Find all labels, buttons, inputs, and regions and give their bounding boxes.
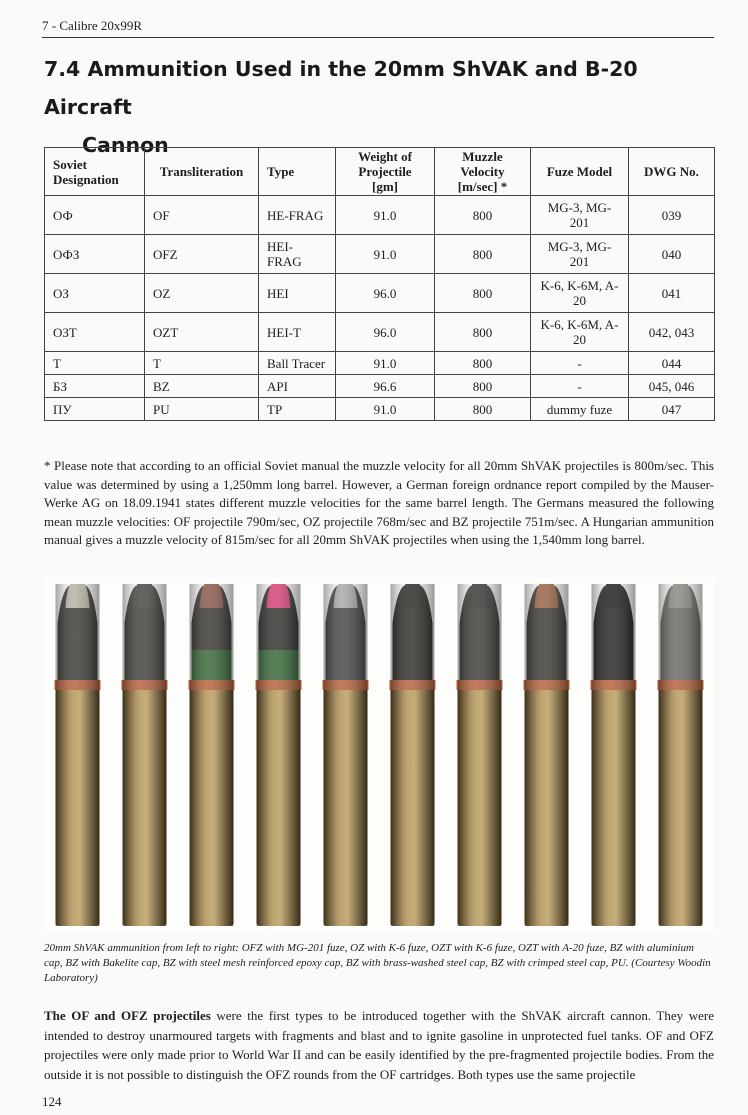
table-row	[45, 196, 715, 235]
table-row	[45, 375, 715, 398]
cartridge	[256, 584, 302, 926]
cell-fuze: MG-3, MG-201	[531, 196, 629, 235]
cell-type: HE-FRAG	[259, 196, 336, 235]
cartridge	[122, 584, 168, 926]
cell-dwg: 047	[629, 398, 715, 421]
ammunition-table	[44, 147, 715, 421]
cartridge	[390, 584, 436, 926]
col-header-dwg: DWG No.	[629, 148, 715, 196]
section-title-line1: 7.4 Ammunition Used in the 20mm ShVAK and B-20 Aircraft	[44, 57, 638, 119]
cell-fuze: -	[531, 352, 629, 375]
body-lead: The OF and OFZ projectiles	[44, 1008, 211, 1023]
cell-type: HEI	[259, 274, 336, 313]
cell-dwg: 042, 043	[629, 313, 715, 352]
cell-weight: 91.0	[336, 196, 435, 235]
photo-caption: 20mm ShVAK ammunition from left to right: OFZ with MG-201 fuze, OZ with K-6 fuze, OZT with K-6 fuze, OZT with A-20 fuze, BZ with aluminium cap, BZ with Bakelite cap, BZ with steel mesh reinforced epoxy cap, BZ with brass-washed steel cap, BZ with crimped steel cap, PU. (Courtesy Woodin Laboratory)	[44, 942, 711, 984]
cell-fuze: dummy fuze	[531, 398, 629, 421]
cartridge	[524, 584, 570, 926]
cell-weight: 91.0	[336, 352, 435, 375]
cell-designation: ОЗТ	[45, 313, 145, 352]
col-header-velocity: Muzzle Velocity [m/sec] *	[435, 148, 531, 196]
cell-translit: OZT	[145, 313, 259, 352]
cell-weight: 96.0	[336, 313, 435, 352]
cell-designation: Т	[45, 352, 145, 375]
cell-designation: ОФ	[45, 196, 145, 235]
cell-translit: PU	[145, 398, 259, 421]
cell-type: HEI-T	[259, 313, 336, 352]
cell-velocity: 800	[435, 196, 531, 235]
cell-type: Ball Tracer	[259, 352, 336, 375]
cell-velocity: 800	[435, 375, 531, 398]
cell-dwg: 045, 046	[629, 375, 715, 398]
cell-fuze: K-6, K-6M, A-20	[531, 274, 629, 313]
cell-fuze: -	[531, 375, 629, 398]
cell-translit: OFZ	[145, 235, 259, 274]
cell-dwg: 044	[629, 352, 715, 375]
running-head: 7 - Calibre 20x99R	[42, 18, 143, 33]
cell-translit: BZ	[145, 375, 259, 398]
cell-translit: T	[145, 352, 259, 375]
cell-weight: 96.0	[336, 274, 435, 313]
cell-velocity: 800	[435, 352, 531, 375]
table-row	[45, 313, 715, 352]
ammunition-photo	[44, 578, 714, 930]
cell-type: TP	[259, 398, 336, 421]
cell-weight: 96.6	[336, 375, 435, 398]
header-rule	[42, 37, 714, 38]
cartridge	[591, 584, 637, 926]
section-title-line2: Cannon	[82, 133, 169, 157]
cell-dwg: 039	[629, 196, 715, 235]
cell-designation: ОФЗ	[45, 235, 145, 274]
cell-dwg: 040	[629, 235, 715, 274]
cell-weight: 91.0	[336, 235, 435, 274]
cell-velocity: 800	[435, 235, 531, 274]
body-text: were the first types to be introduced together with the ShVAK aircraft cannon. They were intended to destroy unarmoured targets with fragments and blast and to ignite gasoline in unprotected fuel tanks. OF and OFZ projectiles were only made prior to World War II and can be easily identified by the pre-fragmented projectile bodies. From the outside it is not possible to distinguish the OFZ rounds from the OF cartridges. Both types use the same projectile	[44, 1008, 714, 1082]
col-header-type: Type	[259, 148, 336, 196]
cell-designation: ПУ	[45, 398, 145, 421]
col-header-fuze: Fuze Model	[531, 148, 629, 196]
col-header-weight: Weight of Projectile [gm]	[336, 148, 435, 196]
table-row	[45, 274, 715, 313]
cartridge	[189, 584, 235, 926]
table-header-row	[45, 148, 715, 196]
cell-designation: ОЗ	[45, 274, 145, 313]
table-row	[45, 235, 715, 274]
cartridge	[457, 584, 503, 926]
cell-type: HEI-FRAG	[259, 235, 336, 274]
body-paragraph	[44, 1006, 714, 1084]
table-row	[45, 352, 715, 375]
cell-translit: OZ	[145, 274, 259, 313]
cartridge	[323, 584, 369, 926]
cartridge	[55, 584, 101, 926]
table-row	[45, 398, 715, 421]
cell-translit: OF	[145, 196, 259, 235]
cell-velocity: 800	[435, 313, 531, 352]
velocity-footnote: * Please note that according to an official Soviet manual the muzzle velocity for all 20mm ShVAK projectiles is 800m/sec. This value was determined by using a 1,250mm long barrel. However, a German foreign ordnance report compiled by the Mauser-Werke AG on 18.09.1941 states different muzzle velocities for the same barrel length. The Germans measured the following mean muzzle velocities: OF projectile 790m/sec, OZ projectile 768m/sec and BZ projectile 751m/sec. A Hungarian ammunition manual gives a muzzle velocity of 815m/sec for all 20mm ShVAK projectiles when using the 1,540mm long barrel.	[44, 458, 714, 548]
cell-fuze: MG-3, MG-201	[531, 235, 629, 274]
cell-dwg: 041	[629, 274, 715, 313]
col-header-transliteration: Transliteration	[145, 148, 259, 196]
cell-fuze: K-6, K-6M, A-20	[531, 313, 629, 352]
col-header-designation: Soviet Designation	[45, 148, 145, 196]
cartridge	[658, 584, 704, 926]
cell-velocity: 800	[435, 398, 531, 421]
cell-designation: БЗ	[45, 375, 145, 398]
cell-type: API	[259, 375, 336, 398]
cell-velocity: 800	[435, 274, 531, 313]
cell-weight: 91.0	[336, 398, 435, 421]
page-number: 124	[42, 1094, 62, 1109]
